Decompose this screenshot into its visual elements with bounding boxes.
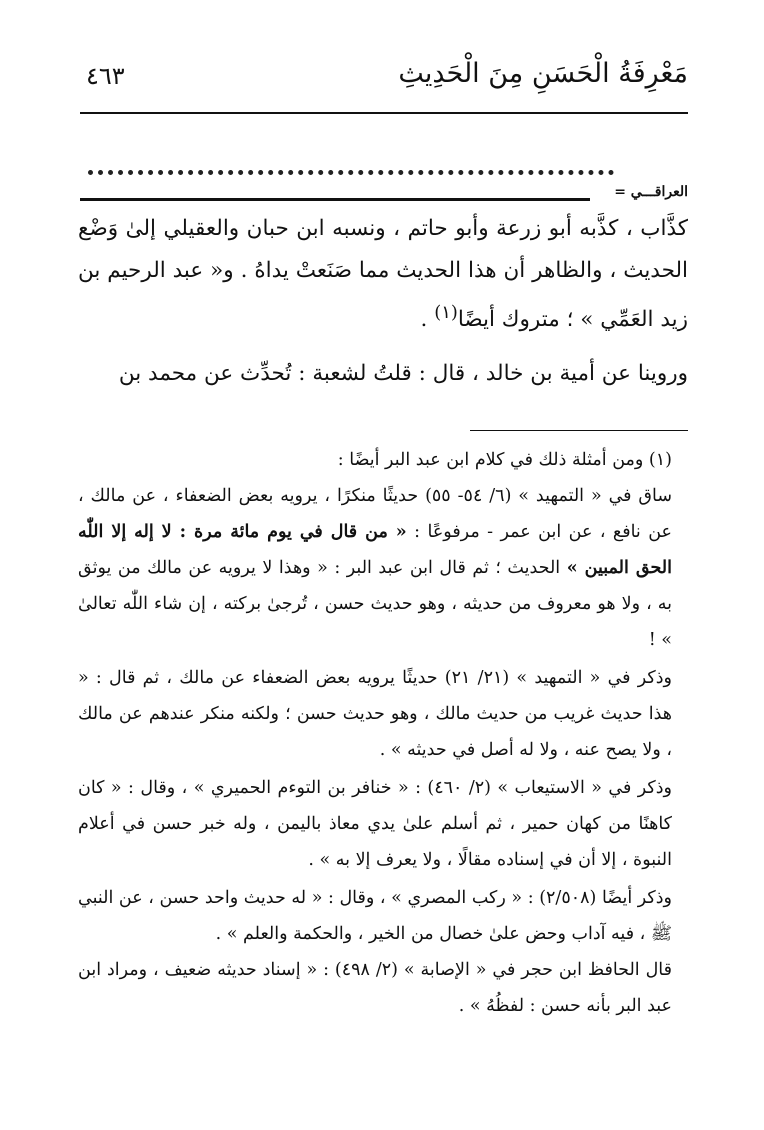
quoted-hadith: « من قال في يوم مائة مرة : لا إله إلا اللّٰه الحق المبين » <box>78 522 672 578</box>
main-text <box>78 208 688 395</box>
footnote-paragraph-1: ساق في « التمهيد » (٦/ ٥٤- ٥٥) حديثًا منكرًا ، يرويه بعض الضعفاء ، عن مالك ، عن نافع ، عن ابن عمر - مرفوعًا : « من قال في يوم مائة مرة : لا إله إلا اللّٰه الحق المبين » الحديث ؛ ثم قال ابن عبد البر : « وهذا لا يرويه عن مالك من يوثق به ، ولا هو معروف من حديثه ، وهو حديث حسن ، تُرجىٰ بركته ، إن شاء اللّٰه تعالىٰ » ! <box>78 486 672 650</box>
footnote-ref-1: (١) <box>434 302 458 323</box>
running-title: مَعْرِفَةُ الْحَسَنِ مِنَ الْحَدِيثِ <box>398 58 688 89</box>
footnote-paragraph-5: قال الحافظ ابن حجر في « الإصابة » (٢/ ٤٩٨) : « إسناد حديثه ضعيف ، ومراد ابن عبد البر بأنه حسن : لفظُهُ » . <box>78 960 672 1016</box>
footnote-paragraph-2: وذكر في « التمهيد » (٢١/ ٢١) حديثًا يرويه بعض الضعفاء عن مالك ، ثم قال : « هذا حديث غريب من حديث مالك ، وهو حديث حسن ؛ ولكنه منكر عندهم عن مالك ، ولا يصح عنه ، ولا له أصل في حديثه » . <box>78 668 672 760</box>
footnote-paragraph-4: وذكر أيضًا (٢/٥٠٨) : « ركب المصري » ، وقال : « له حديث واحد حسن ، عن النبي ﷺ ، فيه آداب وحض علىٰ خصال من الخير ، والحكمة والعلم » . <box>78 888 673 944</box>
salawat-glyph: ﷺ <box>650 924 672 944</box>
main-paragraph-2: وروينا عن أمية بن خالد ، قال : قلتُ لشعبة : تُحدِّث عن محمد بن <box>118 361 688 387</box>
footnote-1-intro: (١) ومن أمثلة ذلك في كلام ابن عبد البر أيضًا : <box>337 450 672 470</box>
footnote-separator <box>470 430 688 431</box>
commentary-label: العراقـــي = <box>614 184 688 200</box>
page-header <box>80 52 688 114</box>
page-number: ٤٦٣ <box>86 62 125 90</box>
footnote-paragraph-3: وذكر في « الاستيعاب » (٢/ ٤٦٠) : « خنافر بن التوءم الحميري » ، وقال : « كان كاهنًا من كهان حمير ، ثم أسلم علىٰ يدي معاذ باليمن ، وله خبر حسن في أعلام النبوة ، إلا أن في إسناده مقالًا ، ولا يعرف إلا به » . <box>78 778 672 870</box>
footnotes <box>78 442 688 1024</box>
ellipsis-dots-divider <box>88 154 614 175</box>
commentary-separator <box>80 198 590 201</box>
main-paragraph-1: كذَّاب ، كذَّبه أبو زرعة وأبو حاتم ، ونسبه ابن حبان والعقيلي إلىٰ وَضْع الحديث ، والظاهر أن هذا الحديث مما صَنَعتْ يداهُ . و« عبد الرحيم بن زيد العَمِّي » ؛ متروك أيضًا$^{(١)}$ . <box>78 216 688 333</box>
